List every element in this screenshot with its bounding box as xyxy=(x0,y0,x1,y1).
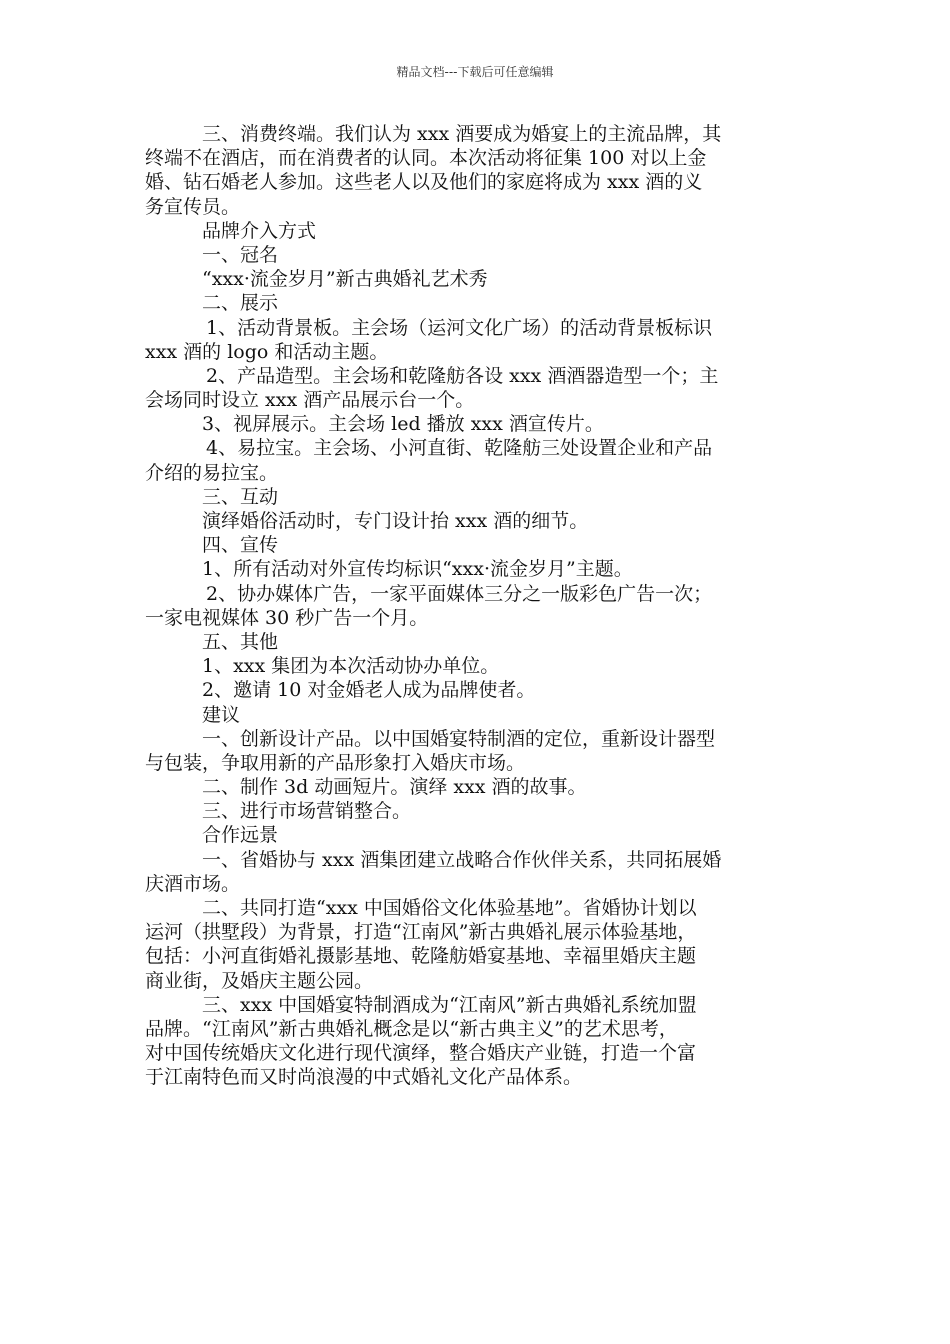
text-line: 建议 xyxy=(202,703,241,726)
text-line: 一家电视媒体 30 秒广告一个月。 xyxy=(145,606,429,629)
text-line: 婚、钻石婚老人参加。这些老人以及他们的家庭将成为 xxx 酒的义 xyxy=(145,171,703,194)
text-line: 品牌。“江南风”新古典婚礼概念是以“新古典主义”的艺术思考， xyxy=(145,1017,678,1040)
text-line: 三、xxx 中国婚宴特制酒成为“江南风”新古典婚礼系统加盟 xyxy=(202,993,697,1016)
text-line: 运河（拱墅段）为背景，打造“江南风”新古典婚礼展示体验基地， xyxy=(145,921,697,944)
text-line: 二、制作 3d 动画短片。演绎 xxx 酒的故事。 xyxy=(202,776,587,799)
text-line: 2、邀请 10 对金婚老人成为品牌使者。 xyxy=(202,679,536,702)
text-line: 终端不在酒店，而在消费者的认同。本次活动将征集 100 对以上金 xyxy=(145,147,707,170)
text-line: 二、展示 xyxy=(202,292,279,315)
text-line: 一、省婚协与 xxx 酒集团建立战略合作伙伴关系，共同拓展婚 xyxy=(202,848,722,871)
text-line: 合作远景 xyxy=(202,824,279,847)
text-line: 对中国传统婚庆文化进行现代演绎，整合婚庆产业链，打造一个富 xyxy=(145,1042,697,1065)
text-line: 1、所有活动对外宣传均标识“xxx·流金岁月”主题。 xyxy=(202,558,633,581)
text-line: 于江南特色而又时尚浪漫的中式婚礼文化产品体系。 xyxy=(145,1066,583,1089)
text-line: 四、宣传 xyxy=(202,534,279,557)
text-line: 介绍的易拉宝。 xyxy=(145,461,279,484)
text-line: 与包装，争取用新的产品形象打入婚庆市场。 xyxy=(145,751,526,774)
text-line: 三、进行市场营销整合。 xyxy=(202,800,412,823)
text-line: 一、冠名 xyxy=(202,243,279,266)
text-line: 包括：小河直街婚礼摄影基地、乾隆舫婚宴基地、幸福里婚庆主题 xyxy=(145,945,697,968)
text-line: 庆酒市场。 xyxy=(145,872,241,895)
text-line: 五、其他 xyxy=(202,630,279,653)
text-line: 二、共同打造“xxx 中国婚俗文化体验基地”。省婚协计划以 xyxy=(202,897,697,919)
text-line: 1、xxx 集团为本次活动协办单位。 xyxy=(202,655,500,678)
text-line: xxx 酒的 logo 和活动主题。 xyxy=(145,340,389,363)
text-line: 演绎婚俗活动时，专门设计抬 xxx 酒的细节。 xyxy=(202,510,589,532)
text-line: 2、协办媒体广告，一家平面媒体三分之一版彩色广告一次； xyxy=(206,582,713,605)
text-line: 三、互动 xyxy=(202,485,279,508)
page-header: 精品文档---下载后可任意编辑 xyxy=(396,65,554,79)
text-line: 品牌介入方式 xyxy=(202,219,317,242)
text-line: 3、视屏展示。主会场 led 播放 xxx 酒宣传片。 xyxy=(202,413,604,436)
text-line: 一、创新设计产品。以中国婚宴特制酒的定位，重新设计器型 xyxy=(202,727,716,750)
text-line: 4、易拉宝。主会场、小河直街、乾隆舫三处设置企业和产品 xyxy=(206,437,713,460)
text-line: 三、消费终端。我们认为 xxx 酒要成为婚宴上的主流品牌，其 xyxy=(202,123,722,145)
text-line: 商业街，及婚庆主题公园。 xyxy=(145,969,374,992)
document-body xyxy=(145,122,810,1090)
text-line: 1、活动背景板。主会场（运河文化广场）的活动背景板标识 xyxy=(206,316,713,339)
text-line: 会场同时设立 xxx 酒产品展示台一个。 xyxy=(145,389,475,412)
text-line: “xxx·流金岁月”新古典婚礼艺术秀 xyxy=(202,268,488,291)
text-line: 务宣传员。 xyxy=(145,195,241,218)
text-line: 2、产品造型。主会场和乾隆舫各设 xxx 酒酒器造型一个；主 xyxy=(206,364,719,387)
